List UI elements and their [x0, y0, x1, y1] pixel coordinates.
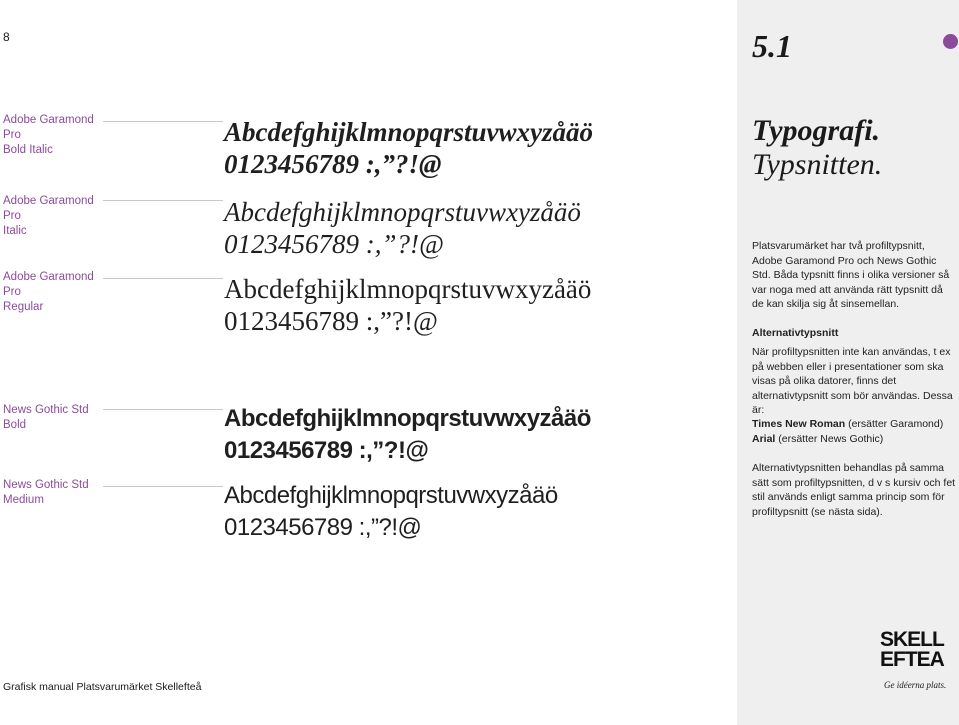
font-weight: Bold: [3, 419, 27, 431]
sample-letters: Abcdefghijklmnopqrstuvwxyzåäö: [224, 405, 591, 432]
sample-letters: Abcdefghijklmnopqrstuvwxyzåäö: [224, 197, 581, 227]
logo-line1: SKELL: [880, 628, 944, 651]
alt-font-2-note: (ersätter News Gothic): [775, 432, 884, 445]
divider: [103, 121, 223, 122]
font-weight: Italic: [3, 225, 27, 237]
closing-paragraph: Alternativtypsnitten behandlas på samma sätt som profiltypsnitten, d v s kursiv och fet stil används enligt samma princip som för profiltypsnitt (se nästa sida).: [752, 462, 956, 518]
font-label: [3, 403, 103, 433]
sample-letters: Abcdefghijklmnopqrstuvwxyzåäö: [224, 117, 594, 147]
font-name: Adobe Garamond Pro: [3, 114, 94, 141]
sample-digits: 0123456789 :,”?!@: [224, 514, 422, 541]
alt-paragraph: När profiltypsnitten inte kan användas, t ex på webben eller i presentationer som ska visas på olika datorer, finns det alternativtypsnitt som bör användas. Dessa är:: [752, 346, 953, 416]
page-number: 8: [3, 30, 10, 44]
alt-font-1-note: (ersätter Garamond): [845, 418, 944, 430]
font-name: News Gothic Std: [3, 404, 89, 416]
alt-font-2: [752, 432, 957, 447]
font-name: Adobe Garamond Pro: [3, 195, 94, 222]
divider: [103, 278, 223, 279]
font-name: News Gothic Std: [3, 479, 89, 491]
section-dot: [943, 34, 958, 49]
alt-font-1-name: Times New Roman: [752, 418, 846, 430]
font-sample: [224, 273, 591, 337]
sample-digits: 0123456789 :,”?!@: [224, 306, 438, 336]
alt-font-list: [752, 417, 957, 446]
section-number: 5.1: [752, 28, 792, 64]
intro-paragraph: Platsvarumärket har två profiltypsnitt, Adobe Garamond Pro och News Gothic Std. Båda typsnitt finns i olika versioner så var noga med att använda rätt typsnitt då de kan skilja sig åt sinsemellan.: [752, 240, 950, 310]
font-sample: [224, 196, 581, 260]
font-label: [3, 194, 103, 239]
sample-letters: Abcdefghijklmnopqrstuvwxyzåäö: [224, 274, 592, 304]
alt-font-1: [752, 417, 957, 432]
font-weight: Regular: [3, 301, 44, 313]
divider: [103, 200, 223, 201]
font-weight: Medium: [3, 494, 44, 506]
font-label: [3, 113, 103, 158]
alt-font-2-name: Arial: [752, 432, 776, 445]
logo-line2: EFTEA: [880, 648, 944, 671]
footer-text: Grafisk manual Platsvarumärket Skellefteå: [3, 681, 202, 693]
font-sample: [224, 116, 593, 180]
logo-tagline: Ge idéerna plats.: [884, 680, 947, 690]
sample-digits: 0123456789 :,”?!@: [224, 229, 444, 259]
font-weight: Bold Italic: [3, 144, 53, 156]
divider: [103, 486, 223, 487]
font-sample: [224, 403, 591, 467]
sample-digits: 0123456789 :,”?!@: [224, 149, 442, 179]
panel-subtitle: Typsnitten.: [752, 148, 883, 181]
font-name: Adobe Garamond Pro: [3, 271, 94, 298]
skelleftea-logo: [880, 630, 956, 692]
sample-letters: Abcdefghijklmnopqrstuvwxyzåäö: [224, 482, 558, 509]
font-sample: [224, 480, 558, 544]
sample-digits: 0123456789 :,”?!@: [224, 437, 429, 464]
divider: [103, 409, 223, 410]
panel-title: Typografi.: [752, 114, 881, 147]
font-label: [3, 270, 103, 315]
font-label: [3, 478, 103, 508]
alt-heading: Alternativtypsnitt: [752, 327, 839, 339]
